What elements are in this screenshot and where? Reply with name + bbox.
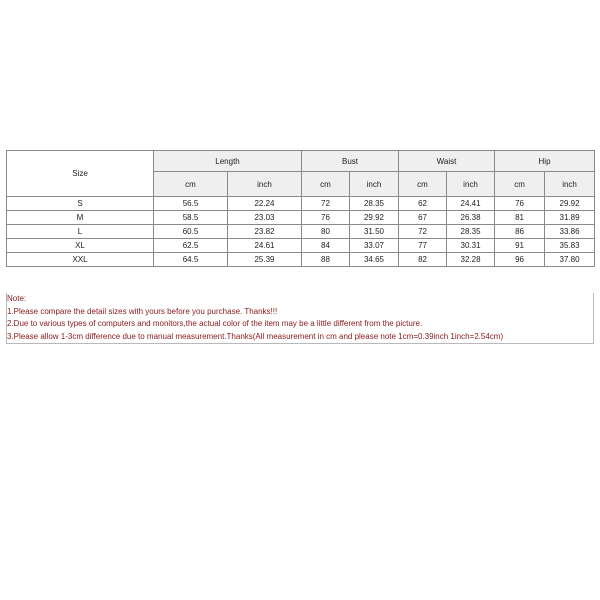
size-label-cell: M	[7, 211, 154, 225]
table-cell: 30.31	[447, 239, 495, 253]
unit-header: cm	[399, 172, 447, 197]
table-cell: 37.80	[545, 253, 595, 267]
note-heading: Note:	[7, 294, 27, 303]
table-cell: 76	[302, 211, 350, 225]
unit-header: inch	[545, 172, 595, 197]
size-label-cell: XXL	[7, 253, 154, 267]
table-cell: 28.35	[447, 225, 495, 239]
table-cell: 24.61	[228, 239, 302, 253]
table-cell: 34.65	[350, 253, 399, 267]
unit-header: inch	[447, 172, 495, 197]
table-cell: 32.28	[447, 253, 495, 267]
table-cell: 62	[399, 197, 447, 211]
size-label-cell: S	[7, 197, 154, 211]
table-cell: 67	[399, 211, 447, 225]
table-cell: 86	[495, 225, 545, 239]
table-cell: 72	[302, 197, 350, 211]
table-cell: 26.38	[447, 211, 495, 225]
table-cell: 88	[302, 253, 350, 267]
table-row	[7, 197, 595, 211]
unit-header: cm	[302, 172, 350, 197]
group-header-waist: Waist	[399, 151, 495, 172]
table-cell: 81	[495, 211, 545, 225]
size-label-cell: XL	[7, 239, 154, 253]
table-row	[7, 253, 595, 267]
table-cell: 29.92	[350, 211, 399, 225]
table-cell: 77	[399, 239, 447, 253]
table-cell: 72	[399, 225, 447, 239]
table-row	[7, 225, 595, 239]
note-line: 1.Please compare the detail sizes with yours before you purchase. Thanks!!!	[7, 306, 278, 316]
table-cell: 33.07	[350, 239, 399, 253]
note-line: 2.Due to various types of computers and monitors,the actual color of the item may be a little different from the picture.	[7, 319, 423, 328]
unit-header: inch	[228, 172, 302, 197]
unit-header: cm	[495, 172, 545, 197]
table-cell: 28.35	[350, 197, 399, 211]
table-cell: 25.39	[228, 253, 302, 267]
size-header: Size	[7, 151, 154, 197]
unit-header: inch	[350, 172, 399, 197]
notes-section	[6, 293, 594, 344]
group-header-length: Length	[154, 151, 302, 172]
size-chart-table	[6, 150, 595, 267]
table-row	[7, 239, 595, 253]
unit-header: cm	[154, 172, 228, 197]
table-cell: 29.92	[545, 197, 595, 211]
group-header-bust: Bust	[302, 151, 399, 172]
table-cell: 56.5	[154, 197, 228, 211]
table-cell: 60.5	[154, 225, 228, 239]
table-cell: 35.83	[545, 239, 595, 253]
table-cell: 84	[302, 239, 350, 253]
table-cell: 62.5	[154, 239, 228, 253]
table-cell: 96	[495, 253, 545, 267]
table-cell: 31.89	[545, 211, 595, 225]
table-cell: 23.03	[228, 211, 302, 225]
table-cell: 82	[399, 253, 447, 267]
table-cell: 76	[495, 197, 545, 211]
table-cell: 91	[495, 239, 545, 253]
table-cell: 58.5	[154, 211, 228, 225]
note-line: 3.Please allow 1-3cm difference due to manual measurement.Thanks(All measurement in cm and please note 1cm=0.39inch 1inch=2.54cm)	[7, 331, 504, 341]
table-cell: 23.82	[228, 225, 302, 239]
table-cell: 22.24	[228, 197, 302, 211]
header-row-groups	[7, 151, 595, 172]
table-cell: 24.41	[447, 197, 495, 211]
table-cell: 31.50	[350, 225, 399, 239]
group-header-hip: Hip	[495, 151, 595, 172]
table-cell: 64.5	[154, 253, 228, 267]
table-row	[7, 211, 595, 225]
table-cell: 80	[302, 225, 350, 239]
size-label-cell: L	[7, 225, 154, 239]
table-cell: 33.86	[545, 225, 595, 239]
